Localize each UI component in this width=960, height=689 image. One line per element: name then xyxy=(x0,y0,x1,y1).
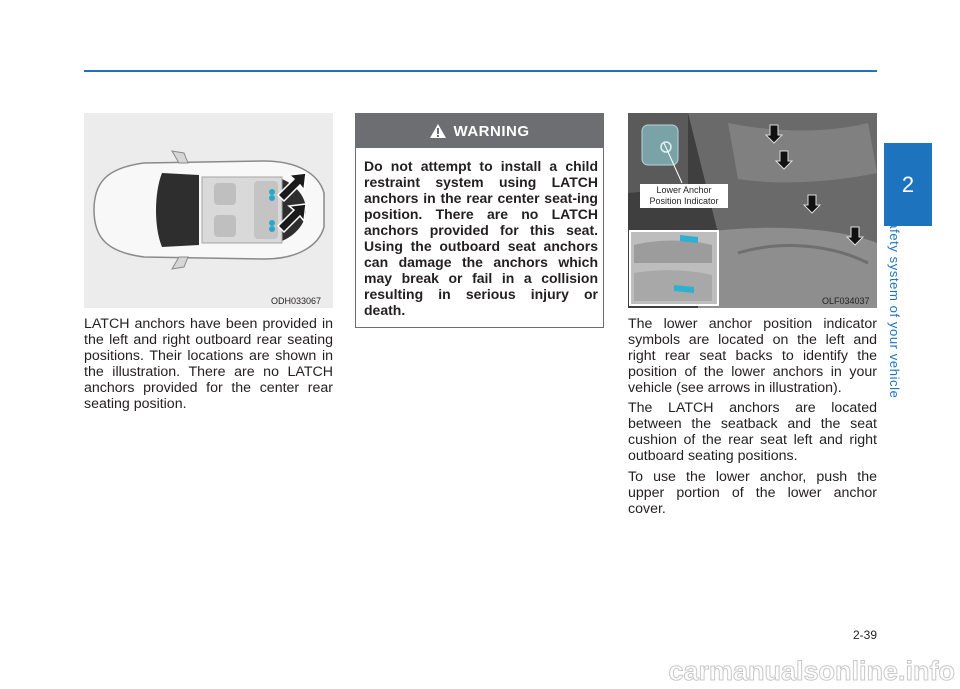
warning-triangle-icon xyxy=(430,124,446,138)
location-paragraph: The LATCH anchors are located between the seatback and the seat cushion of the rear seat left and right outboard seating positions. xyxy=(628,400,877,464)
warning-title: WARNING xyxy=(453,122,530,140)
chapter-title: Safety system of your vehicle xyxy=(887,212,902,399)
watermark-text: carmanualsonline.info xyxy=(668,656,955,686)
rear-seat-anchor-photo xyxy=(628,113,877,308)
watermark-logo xyxy=(500,650,960,689)
chapter-number: 2 xyxy=(901,171,915,197)
warning-header xyxy=(356,114,603,148)
lower-anchor-callout xyxy=(640,184,728,208)
page-number: 2-39 xyxy=(852,628,877,642)
figure-code-left: ODH033067 xyxy=(271,296,322,306)
intro-paragraph: LATCH anchors have been provided in the left and right outboard rear seating positions. Their locations are shown in the illustration. There are no LATCH anchors provided for the center rear seating position. xyxy=(84,316,333,412)
warning-text: Do not attempt to install a child restraint system using LATCH anchors in the rear center seat-ing position. There are no LATCH anchors provided for this seat. Using the outboard seat anchors can damage the anchors which may break or fail in a collision resulting in serious injury or death. xyxy=(364,158,598,318)
figure-code-right: OLF034037 xyxy=(822,296,870,306)
warning-box xyxy=(355,113,604,328)
callout-line-1: Lower Anchor xyxy=(656,185,712,195)
indicator-paragraph: The lower anchor position indicator symbols are located on the left and right rear seat backs to identify the position of the lower anchors in your vehicle (see arrows in illustration). xyxy=(628,316,877,396)
car-top-view-illustration xyxy=(84,113,333,308)
callout-line-2: Position Indicator xyxy=(649,196,719,206)
header-rule xyxy=(84,70,877,72)
chapter-title-vertical xyxy=(887,212,918,402)
usage-paragraph: To use the lower anchor, push the upper portion of the lower anchor cover. xyxy=(628,469,877,517)
